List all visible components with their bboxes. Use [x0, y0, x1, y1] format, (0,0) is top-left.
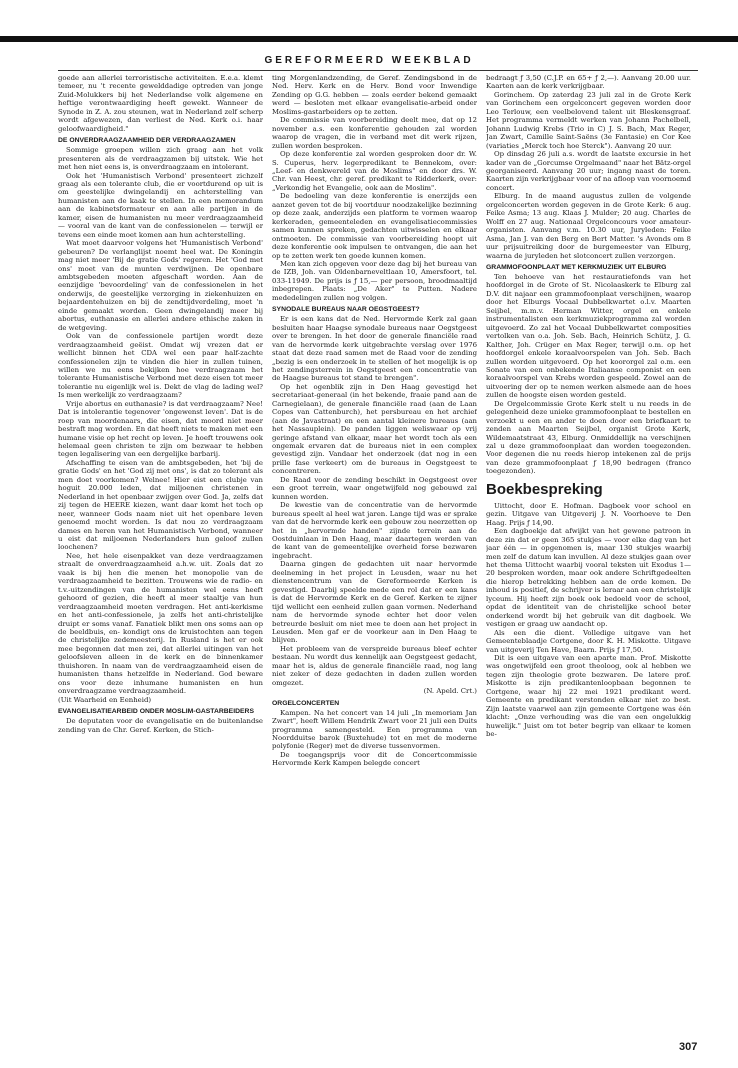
- source-note: (Uit Waarheid en Eenheid): [58, 695, 152, 704]
- paragraph: Men kan zich opgeven voor deze dag bij het bureau van de IZB, Joh. van Oldenbarneveltlaan 10, Amersfoort, tel. 033-11949. De prijs is ƒ 15,— per persoon, broodmaaltijd inbegrepen. Plaats: „De Aker" te Putten. Nadere mededelingen zullen nog volgen.: [272, 259, 477, 302]
- source-note: (N. Apeld. Crt.): [423, 687, 477, 696]
- paragraph: Sommige groepen willen zich graag aan het volk presenteren als de verdraagzamen bij uitstek. Wie het met hen niet eens is, is onverdraagzaam en intolerant.: [58, 146, 263, 172]
- paragraph: Ook het 'Humanistisch Verbond' presenteert zichzelf graag als een tolerante club, die er voortdurend op uit is om geestelijke dwingelandij en achterstelling van humanisten aan de kaak te stellen. In een memorandum aan de kabinetsformateur en aan alle partijen in de kamer, eisen de humanisten nu meer verdraagzaamheid — vooral van de kant van de confessionelen — terwijl er tevens een einde moet komen aan hun achterstelling.: [58, 171, 263, 239]
- paragraph: De bedoeling van deze konferentie is enerzijds een aanzet geven tot de bij voortduur noodzakelijke bezinning op deze zaak, anderzijds een platform te vormen waarop kerkeraden, gemeenteleden en evangelisatiecommissies samen kunnen spreken, gedachten uitwisselen en elkaar ontmoeten. De commissie van voorbereiding hoopt uit deze konferentie ook impulsen te ontvangen, die aan het op te zetten werk ten goede kunnen komen.: [272, 192, 477, 260]
- paragraph: Kampen. Na het concert van 14 juli „In memoriam Jan Zwart", heeft Willem Hendrik Zwart voor 21 juli een Duits programma samengesteld. Een programma van Noordduitse barok (Buxtehude) tot en met de moderne polyfonie (Reger) met de diverse tussenvormen.: [272, 708, 477, 751]
- section-heading: DE ONVERDRAAGZAAMHEID DER VERDRAAGZAMEN: [58, 137, 236, 145]
- header-rule: [58, 70, 698, 71]
- paragraph: Het probleem van de verspreide bureaus bleef echter bestaan. Nu wordt dus kennelijk aan Oegstgeest gedacht, maar het is, aldus de generale financiële raad, nog lang niet zeker of deze gedachten in daden zullen worden omgezet.: [272, 644, 477, 687]
- column-3: [486, 74, 691, 994]
- paragraph: De commissie van voorbereiding deelt mee, dat op 12 november a.s. een konferentie gehouden zal worden waarop de vragen, die in verband met dit werk rijzen, zullen worden besproken.: [272, 116, 477, 150]
- paragraph: Op dinsdag 26 juli a.s. wordt de laatste excursie in het kader van de „Gorcumse Orgelmaand" naar het Bätz-orgel georganiseerd. Aanvang 20 uur; ingang naast de toren. Kaarten zijn verkrijgbaar voor of na afloop van voornoemd concert.: [486, 150, 691, 192]
- paragraph: Gorinchem. Op zaterdag 23 juli zal in de Grote Kerk van Gorinchem een orgelconcert gegeven worden door Leo Terlouw, een veelbelovend talent uit Bleskensgraaf. Het programma vermeldt werken van Johann Pachelbell, Johann Ludwig Krebs (Trio in C) J. S. Bach, Max Reger, Jan Zwart, Camille Saint-Saëns (3e Fantasie) en Cor Kee (variaties „Merck toch hoe Sterck"). Aanvang 20 uur.: [486, 90, 691, 150]
- paragraph: Een dagboekje dat afwijkt van het gewone patroon in deze zin dat er geen 365 stukjes — voor elke dag van het jaar één — in opgenomen is, maar 130 stukjes waarbij men zelf de datum kan invullen. Al deze stukjes gaan over het thema Uittocht waarbij vooral teksten uit Exodus 1—20 besproken worden, maar ook andere Schriftgedeelten die hierop betrekking hebben aan de orde komen. De inhoud is positief, de schrijver is leraar aan een christelijk lyceum. Hij heeft zijn boek ook bedoeld voor de school, opdat de identiteit van de christelijke school beter onderkend wordt bij het gebruik van dit dagboek. We vestigen er graag uw aandacht op.: [486, 527, 691, 629]
- book-citation: Als een die dient. Volledige uitgave van het Gemeenteblaadje Cortgene, door K. H. Miskotte. Uitgave van uitgeverij Ten Have, Baarn. Prijs ƒ 17,50.: [486, 628, 691, 654]
- section-heading: SYNODALE BUREAUS NAAR OEGSTGEEST?: [272, 306, 420, 314]
- paragraph: De Orgelcommissie Grote Kerk stelt u nu reeds in de gelegenheid deze unieke grammofoonplaat te bestellen en verzoekt u een en ander te doen door een briefkaart te zenden aan Maarten Seijbel, organist Grote Kerk, Wildemaatstraat 43, Elburg. Onmiddellijk na verschijnen zal u deze grammofoonplaat dan worden toegezonden. Voor degenen die nu reeds hierop intekenen zal de prijs van deze grammofoonplaat ƒ 18,90 bedragen (franco toegezonden).: [486, 399, 691, 476]
- paragraph: Wat moet daarvoor volgens het 'Humanistisch Verbond' gebeuren? De verlanglijst noemt heel wat. De Koningin mag niet meer 'Bij de gratie Gods' regeren. Het 'God met ons' moet van de munten verdwijnen. De openbare ambtsgebeden moeten afgeschaft worden. Aan de eenzijdige 'bevoordeling' van de confessionelen in het onderwijs, de geestelijke verzorging in ziekenhuizen en bejaardentehuizen en bij de zendtijdverdeling, moet 'n einde gemaakt worden. Geen dwingelandij meer bij abortus, euthanasie en allerlei andere ethische zaken in de wetgeving.: [58, 239, 263, 332]
- paragraph: De kwestie van de concentratie van de hervormde bureaus speelt al heel wat jaren. Lange tijd was er sprake van dat de hervormde kerk een gebouw zou neerzetten op het in „hervormde handen" zijnde terrein aan de Oostduinlaan in Den Haag, maar daartegen werden van de kant van de gemeentelijke overheid forse bezwaren ingebracht.: [272, 501, 477, 560]
- paragraph: De toegangsprijs voor dit de Concertcommissie Hervormde Kerk Kampen belegde concert: [272, 750, 477, 768]
- paragraph: Op deze konferentie zal worden gesproken door dr. W. S. Cuperus, herv. legerpredikant te Bennekom, over: „Leef- en denkwereld van de Moslims" en door drs. W. Chr. van Heest, chr. geref. predikant te Ridderkerk, over: „Verkondig het Evangelie, ook aan de Moslim".: [272, 150, 477, 192]
- paragraph: Nee, het hele eisenpakket van deze verdraagzamen straalt de onverdraagzaamheid a.h.w. uit. Zoals dat zo vaak is bij hen die menen het monopolie van de verdraagzaamheid te bezitten. Trouwens wie de radio- en t.v.-uitzendingen van de humanisten wel eens heeft gehoord of gezien, die heeft al meer staaltje van hun verdraagzaamheid moeten verdragen. Het anti-kerkisme en het anti-confessionele, ja zelfs het anti-christelijke druipt er soms vanaf. Fanatiek blikt men ons soms aan op de beeldbuis, en- kondigt ons de kruistochten aan tegen de christelijke zedemeesterij. In Rusland is het er ook mee begonnen dat men zei, dat allerlei uitingen van het geloofsleven alleen in de kerk en de binnenkamer thuishoren. In naam van de verdraagzaamheid eisen de humanisten thans hetzelfde in Nederland. God beware ons voor deze inhumane humanisten en hun onverdraagzame verdraagzaamheid.: [58, 551, 263, 696]
- paragraph: Ook van de confessionele partijen wordt deze verdraagzaamheid geëist. Omdat wij vrezen dat er wellicht binnen het CDA wel een paar half-zachte confessionelen zijn te vinden die hier in zullen tuinen, willen we nu eens bekijken hoe verdraagzaam het tolerante Humanistische Verbond met deze eisen tot meer tolerantie nu eigenlijk wel is. Dekt de vlag de lading wel? Is men werkelijk zo verdraagzaam?: [58, 332, 263, 400]
- paragraph: Afschaffing te eisen van de ambtsgebeden, het 'bij de gratie Gods' en het 'God zij met ons', is dat zo tolerant als men doet voorkomen? Welnee! Hier eist een clubje van hoguit 20.000 leden, dat miljoenen christenen in Nederland in het openbaar zwijgen over God. Ja, zelfs dat zij tegen de HEERE kiezen, want daar komt het toch op neer, wanneer Gods naam niet uit het openbare leven genoemd mocht worden. Is dat nou zo verdraagzaam dames en heren van het Humanistisch Verbond, wanneer u eist dat miljoenen Nederlanders hun geloof zullen loochenen?: [58, 458, 263, 552]
- column-1: [58, 74, 263, 954]
- section-heading: ORGELCONCERTEN: [272, 699, 340, 707]
- paragraph: Ten behoeve van het restauratiefonds van het hoofdorgel in de Grote of St. Nicolaaskerk te Elburg zal D.V. dit najaar een grammofoonplaat verschijnen, waarop door het Elburgs Vocaal Dubbelkwartet o.l.v. Maarten Seijbel, m.m.v. Herman Witter, orgel en enkele instrumentalisten een kerkmuziekprogramma zal worden uitgevoerd. Zo zal het Vocaal Dubbelkwartet composities vertolken van o.a. Joh. Seb. Bach, Heinrich Schütz, J. G. Kalther, Joh. Crüger en Max Reger, terwijl o.m. op het hoofdorgel enkele koraalvoorspelen van Joh. Seb. Bach zullen worden uitgevoerd. Op het koororgel zal o.m. een Sonate van een onbekende Italiaanse componist en een koraalvoorspel van Krebs worden gespeeld. Zowel aan de uitvoering der op te nemen werken alsmede aan de hoes zullen de hoogste eisen worden gesteld.: [486, 272, 691, 400]
- paragraph: Daarna gingen de gedachten uit naar hervormde deelneming in het project in Leusden, waar nu het dienstencentrum van de Gereformeerde Kerken is gevestigd. Daarbij speelde mede een rol dat er een kans is dat de Hervormde Kerk en de Geref. Kerken te zijner tijd wellicht een eenheid zullen gaan vormen. Nederhand nam de hervormde synode echter het door velen betreurde besluit om niet mee te doen aan het project in Leusden. Men gaf er de voorkeur aan in Den Haag te blijven.: [272, 560, 477, 645]
- column-2: [272, 74, 477, 954]
- paragraph: goede aan allerlei terroristische activiteiten. E.e.a. klemt temeer, nu 't recente gewelddadige optreden van jonge Zuid-Molukkers bij het Nederlandse volk algemene en heftige verontwaardiging heeft gewekt. Wanneer de Synode in Z. A. zou steunen, wat in Nederland zelf scherp wordt afgewezen, dan verliest de Ned. Kerk o.i. haar geloofwaardigheid.": [58, 74, 263, 133]
- masthead: GEREFORMEERD WEEKBLAD: [264, 55, 474, 66]
- paragraph: De Raad voor de zending beschikt in Oegstgeest over een groot terrein, waar ongetwijfeld nog gebouwd zal kunnen worden.: [272, 475, 477, 501]
- top-rule: [0, 36, 738, 42]
- paragraph: Er is een kans dat de Ned. Hervormde Kerk zal gaan besluiten haar Haagse synodale bureaus naar Oegstgeest over te brengen. In het door de generale financiële raad van de hervormde kerk uitgebrachte verslag over 1976 staat dat deze raad samen met de Raad voor de zending „bezig is een onderzoek in te stellen of het mogelijk is op het zendingsterrein in Oegstgeest een concentratie van de Haagse bureaus tot stand te brengen".: [272, 315, 477, 383]
- review-section-title: Boekbespreking: [486, 480, 603, 498]
- paragraph: Dit is een uitgave van een aparte man. Prof. Miskotte was ongetwijfeld een groot theoloog, ook al hebben we tegen zijn theologie grote bezwaren. De latere prof. Miskotte is zijn predikantenloopbaan begonnen te Cortgene, waar hij 22 mei 1921 predikant werd. Gemeente en predikant verstonden elkaar niet zo best. Zijn laatste vaarwel aan zijn gemeente Cortgene was één klacht: „Onze verhouding was die van een ongelukkig huwelijk." Juist om tot beter begrip van elkaar te komen be-: [486, 654, 691, 739]
- paragraph: De deputaten voor de evangelisatie en de buitenlandse zending van de Chr. Geref. Kerken, de Stich-: [58, 717, 263, 734]
- paragraph: ting Morgenlandzending, de Geref. Zendingsbond in de Ned. Herv. Kerk en de Herv. Bond voor Inwendige Zending op G.G. hebben — zoals eerder bekend gemaakt werd — besloten met elkaar evangelisatie-arbeid onder Moslims-gastarbeiders op te zetten.: [272, 74, 477, 116]
- section-heading: EVANGELISATIEARBEID ONDER MOSLIM-GASTARBEIDERS: [58, 708, 254, 716]
- paragraph: Elburg. In de maand augustus zullen de volgende orgelconcerten worden gegeven in de Grote Kerk: 6 aug. Feike Asma; 13 aug. Klaas J. Mulder; 20 aug. Charles de Wolff en 27 aug. Nationaal Orgelconcours voor amateur-organisten. Aanvang v.m. 10.30 uur, Juryleden: Feike Asma, Jan J. van den Berg en Bert Matter. 's Avonds om 8 uur prijsuitreiking door de burgemeester van Elburg, waarna de juryleden het slotconcert zullen verzorgen.: [486, 192, 691, 260]
- paragraph: bedraagt ƒ 3,50 (C.J.P. en 65+ ƒ 2,—). Aanvang 20.00 uur. Kaarten aan de kerk verkrijgbaar.: [486, 74, 691, 91]
- page-number: 307: [679, 1041, 698, 1053]
- paragraph: Vrije abortus en euthanasie? is dat verdraagzaam? Nee! Dat is intolerantie tegenover 'ongewenst leven'. Dat is de roep van moordenaars, die eisen, dat moord niet meer bestraft mag worden. En dat heeft niets te maken met een humane visie op het recht op leven. Je hoeft trouwens ook helemaal geen christen te zijn om bezwaar te hebben tegen legalisering van een dergelijke barbarij.: [58, 399, 263, 459]
- section-heading: GRAMMOFOONPLAAT MET KERKMUZIEK UIT ELBURG: [486, 263, 667, 271]
- paragraph: Op het ogenblik zijn in Den Haag gevestigd het secretariaat-generaal (in het bekende, fraaie pand aan de Carnegielaan), de generale financiële raad (aan de Laan Copes van Cattenburch), het persbureau en het archief (aan de Javastraat) en een aantal kleinere bureaus (aan het Nassauplein). De panden liggen weliswaar op vrij geringe afstand van elkaar, maar het wordt toch als een ongemak ervaren dat de bureaus niet in een complex gevestigd zijn. Vandaar het onderzoek (dat nog in een prille fase verkeert) om de bureaus in Oegstgeest te concentreren.: [272, 382, 477, 476]
- book-citation: Uittocht, door E. Hofman. Dagboek voor school en gezin. Uitgave van Uitgeverij J. N. Voorhoeve te Den Haag. Prijs ƒ 14,90.: [486, 501, 691, 527]
